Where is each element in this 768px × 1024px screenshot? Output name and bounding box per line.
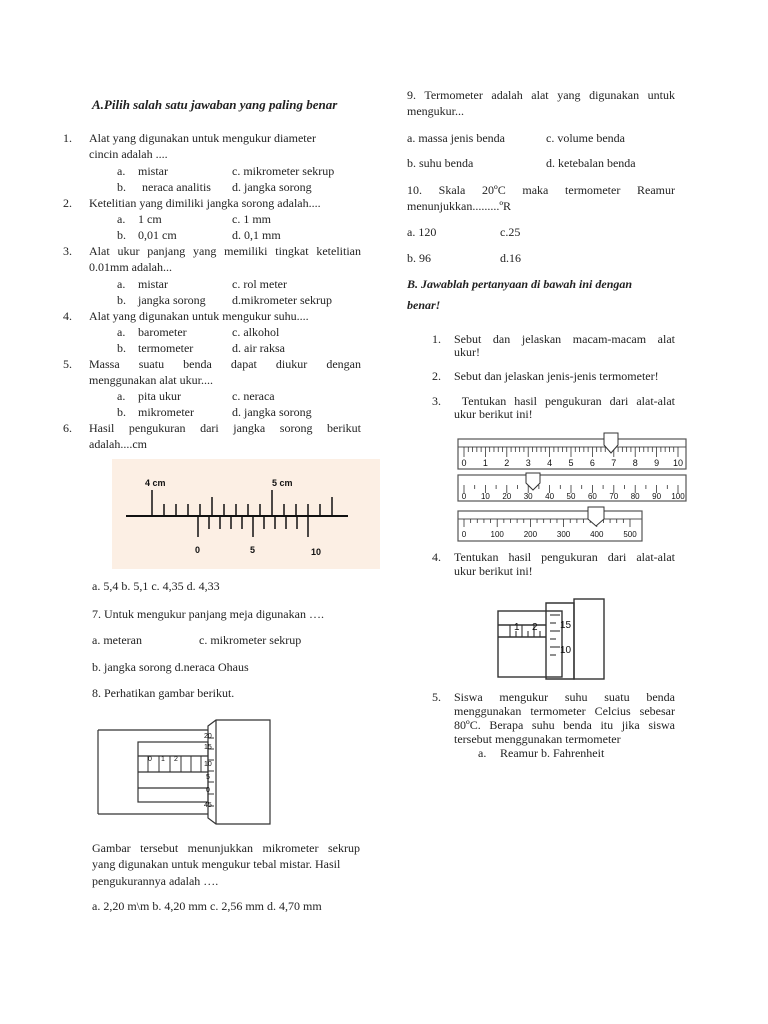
question-line: Alat ukur panjang yang memiliki tingkat ketelitian — [89, 244, 361, 258]
option-text: barometer — [138, 325, 187, 339]
question-number: 1. — [63, 131, 72, 145]
q8-question: 8. Perhatikan gambar berikut. — [92, 686, 235, 700]
sleeve-label-2: 2 — [532, 622, 538, 633]
vernier-label-0: 0 — [195, 545, 201, 555]
question-line: 0.01mm adalah... — [89, 260, 172, 274]
option-text: c. 1 mm — [232, 212, 271, 226]
section-b-title-cont: benar! — [407, 298, 441, 312]
question-line: tersebut menggunakan termometer — [454, 732, 621, 746]
option-text: pita ukur — [138, 389, 181, 403]
option-label: b. — [117, 228, 126, 242]
question-number: 5. — [63, 357, 72, 371]
question-number: 2. — [432, 369, 441, 383]
question-line: Tentukan hasil pengukuran dari alat-alat — [454, 550, 675, 564]
option-text: c. rol meter — [232, 277, 287, 291]
scale-tick-label: 100 — [671, 492, 685, 501]
vernier-label-5: 5 — [250, 545, 256, 555]
option-label: a. — [117, 389, 126, 403]
section-b-title: B. Jawablah pertanyaan di bawah ini dengan — [407, 277, 633, 291]
scale-tick-label: 500 — [623, 530, 637, 539]
option-text: mikrometer — [138, 405, 194, 419]
option-label: a. — [117, 277, 126, 291]
option-text: a. 120 — [407, 225, 437, 239]
option-text: termometer — [138, 341, 194, 355]
question-line: 10. Skala 20ºC maka termometer Reamur — [407, 183, 675, 197]
option-label: a. — [117, 325, 126, 339]
scale-tick-label: 100 — [490, 530, 504, 539]
question-line: mengukur... — [407, 104, 464, 118]
thimble-label: 0 — [206, 787, 210, 794]
option-label: b. — [117, 180, 126, 194]
main-scale-label-5: 5 cm — [272, 478, 293, 488]
option-text: Reamur b. Fahrenheit — [500, 746, 605, 760]
option-text: jangka sorong — [138, 293, 206, 307]
question-line: Alat yang digunakan untuk mengukur diameter — [89, 131, 316, 145]
question-number: 2. — [63, 196, 72, 210]
paragraph-line: yang digunakan untuk mengukur tebal mistar. Hasil — [92, 857, 341, 871]
micrometer-figure-e4 — [496, 597, 608, 681]
scale-tick-label: 0 — [461, 530, 467, 539]
q7-question: 7. Untuk mengukur panjang meja digunakan …. — [92, 607, 324, 621]
question-number: 6. — [63, 421, 72, 435]
sleeve-label-1: 1 — [161, 756, 165, 763]
question-line: adalah....cm — [89, 437, 147, 451]
thimble-label-10: 10 — [560, 645, 572, 656]
paragraph-line: Gambar tersebut menunjukkan mikrometer sekrup — [92, 841, 360, 855]
thimble-label: 15 — [204, 744, 212, 751]
scale-tick-label: 60 — [587, 492, 597, 501]
option-text: c. mikrometer sekrup — [199, 633, 302, 647]
thimble-label: 10 — [204, 761, 212, 768]
option-text: b. suhu benda — [407, 156, 474, 170]
question-number: 4. — [63, 309, 72, 323]
question-line: Ketelitian yang dimiliki jangka sorong adalah.... — [89, 196, 321, 210]
sleeve-label-0: 0 — [148, 756, 152, 763]
q8-options: a. 2,20 m\m b. 4,20 mm c. 2,56 mm d. 4,70 mm — [92, 899, 322, 913]
sleeve-label-1: 1 — [514, 622, 520, 633]
scale-tick-label: 5 — [568, 458, 574, 468]
scale-tick-label: 200 — [523, 530, 538, 539]
question-line: ukur! — [454, 345, 480, 359]
scale-tick-label: 70 — [609, 492, 619, 501]
question-line: 80ºC. Berapa suhu benda itu jika siswa — [454, 718, 675, 732]
option-label: a. — [478, 746, 487, 760]
scale-tick-label: 400 — [590, 530, 604, 539]
question-line: menunjukkan.........ºR — [407, 199, 512, 213]
option-text: c. mikrometer sekrup — [232, 164, 335, 178]
option-label: a. — [117, 212, 126, 226]
question-text — [89, 131, 361, 145]
option-text: 0,01 cm — [138, 228, 177, 242]
option-text: d. jangka sorong — [232, 405, 312, 419]
question-number: 5. — [432, 690, 441, 704]
scale-tick-label: 80 — [630, 492, 640, 501]
scale-tick-label: 30 — [523, 492, 533, 501]
scale-tick-label: 0 — [461, 458, 467, 468]
question-line: Sebut dan jelaskan jenis-jenis termometer! — [454, 369, 659, 383]
vernier-label-10: 10 — [311, 547, 322, 557]
option-text: d. air raksa — [232, 341, 285, 355]
option-label: b. — [117, 341, 126, 355]
option-label: b. — [117, 405, 126, 419]
scale-tick-label: 2 — [504, 458, 510, 468]
scale-tick-label: 20 — [502, 492, 512, 501]
option-text: d. jangka sorong — [232, 180, 312, 194]
thimble-label-15: 15 — [560, 620, 572, 631]
question-line: menggunakan termometer Celcius sebesar — [454, 704, 675, 718]
scale-tick-label: 3 — [525, 458, 531, 468]
paragraph-line: pengukurannya adalah …. — [92, 874, 219, 888]
question-number: 3. — [432, 394, 441, 408]
main-scale-label-4: 4 cm — [145, 478, 166, 488]
scale-tick-label: 4 — [547, 458, 553, 468]
question-line: cincin adalah .... — [89, 147, 168, 161]
micrometer-figure-q8 — [96, 716, 274, 828]
question-line: Sebut dan jelaskan macam-macam alat — [454, 332, 675, 346]
option-text: a. massa jenis benda — [407, 131, 505, 145]
question-line: Hasil pengukuran dari jangka sorong berikut — [89, 421, 361, 435]
option-text: a. meteran — [92, 633, 142, 647]
scale-tick-label: 300 — [556, 530, 571, 539]
option-text: d.16 — [500, 251, 521, 265]
micrometer-drawing — [96, 716, 274, 828]
scale-tick-label: 10 — [672, 458, 684, 468]
thimble-label: 45 — [204, 802, 212, 809]
question-line: ukur berikut ini! — [454, 564, 533, 578]
option-text: c.25 — [500, 225, 521, 239]
q6-options: a. 5,4 b. 5,1 c. 4,35 d. 4,33 — [92, 579, 220, 593]
option-text: mistar — [138, 277, 168, 291]
option-text: d. ketebalan benda — [546, 156, 636, 170]
option-label: a. — [117, 164, 126, 178]
vernier-scale-ticks — [198, 516, 308, 537]
micrometer-drawing-e4 — [496, 597, 608, 681]
scale-tick-label: 8 — [632, 458, 638, 468]
vernier-caliper-figure — [112, 459, 380, 569]
scales-drawing — [452, 429, 700, 547]
thimble-label: 5 — [206, 774, 210, 781]
section-a-title: A.Pilih salah satu jawaban yang paling benar — [92, 97, 338, 112]
option-text: d. 0,1 mm — [232, 228, 281, 242]
question-line: 9. Termometer adalah alat yang digunakan untuk — [407, 88, 675, 102]
question-number: 1. — [432, 332, 441, 346]
scale-tick-label: 50 — [566, 492, 576, 501]
option-text: 1 cm — [138, 212, 162, 226]
question-line: Alat yang digunakan untuk mengukur suhu.... — [89, 309, 309, 323]
question-line: Massa suatu benda dapat diukur dengan — [89, 357, 361, 371]
question-line: menggunakan alat ukur.... — [89, 373, 213, 387]
option-text: neraca analitis — [142, 180, 211, 194]
option-text: c. neraca — [232, 389, 275, 403]
scale-tick-label: 9 — [654, 458, 660, 468]
scales-figure — [452, 429, 700, 547]
option-text: d.mikrometer sekrup — [232, 293, 332, 307]
question-line: Siswa mengukur suhu suatu benda — [454, 690, 675, 704]
question-number: 3. — [63, 244, 72, 258]
option-text: b. 96 — [407, 251, 431, 265]
scale-tick-label: 7 — [611, 458, 617, 468]
scale-tick-label: 0 — [461, 492, 467, 501]
option-label: b. — [117, 293, 126, 307]
scale-tick-label: 1 — [482, 458, 488, 468]
option-text: mistar — [138, 164, 168, 178]
scale-tick-label: 6 — [589, 458, 595, 468]
scale-tick-label: 90 — [652, 492, 662, 501]
question-number: 4. — [432, 550, 441, 564]
sleeve-label-2: 2 — [174, 756, 178, 763]
question-line: Tentukan hasil pengukuran dari alat-alat — [454, 394, 675, 408]
main-scale-ticks — [152, 490, 332, 516]
scale-tick-label: 40 — [545, 492, 555, 501]
scale-tick-label: 10 — [480, 492, 490, 501]
option-text: b. jangka sorong d.neraca Ohaus — [92, 660, 249, 674]
thimble-label: 20 — [204, 733, 212, 740]
option-text: c. alkohol — [232, 325, 280, 339]
option-text: c. volume benda — [546, 131, 625, 145]
question-line: ukur berikut ini! — [454, 407, 533, 421]
vernier-caliper-drawing — [112, 459, 380, 569]
